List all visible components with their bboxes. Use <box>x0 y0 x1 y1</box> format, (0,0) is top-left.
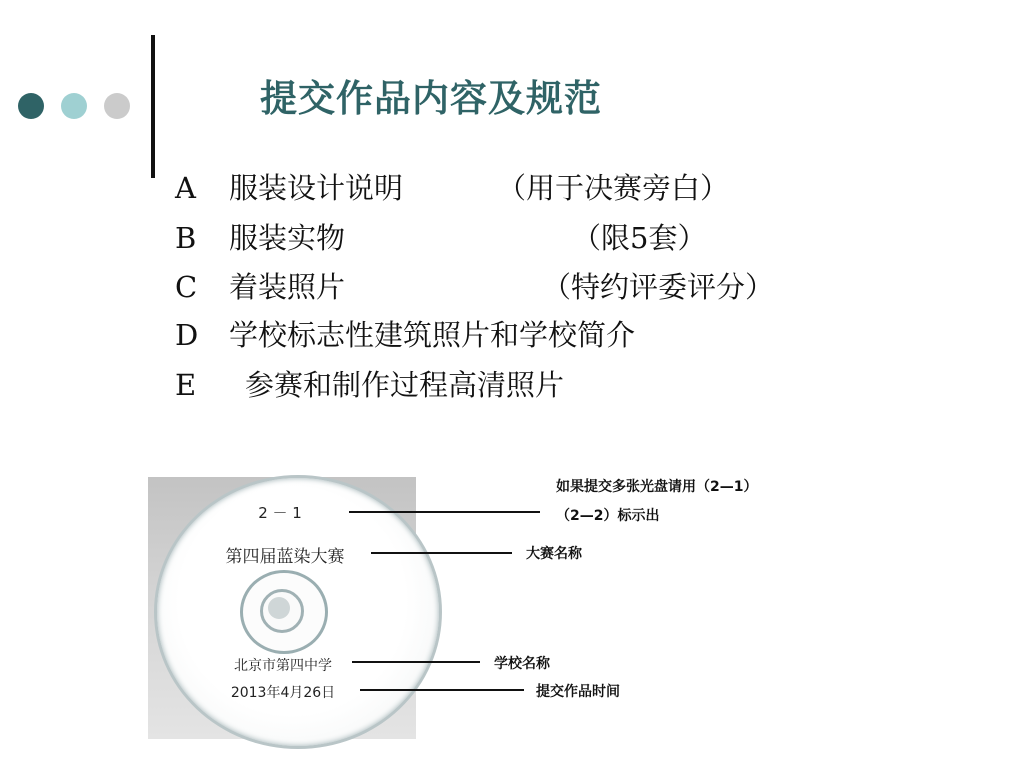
disc-school-label: 北京市第四中学 <box>234 658 332 674</box>
list-letter: C <box>175 270 198 304</box>
list-letter: E <box>175 368 197 402</box>
annotation-multi-disc-line1: 如果提交多张光盘请用（2—1） <box>556 479 758 495</box>
disc-contest-label: 第四届蓝染大赛 <box>225 547 345 567</box>
list-text: 参赛和制作过程高清照片 <box>245 368 565 402</box>
list-text: 服装设计说明 <box>229 171 404 205</box>
list-letter: A <box>175 171 196 205</box>
list-note: （特约评委评分） <box>542 270 775 304</box>
slide-title: 提交作品内容及规范 <box>260 77 602 120</box>
annotation-submit-time: 提交作品时间 <box>536 684 620 700</box>
list-text: 着装照片 <box>229 270 346 304</box>
list-note: （用于决赛旁白） <box>497 171 730 205</box>
annotation-school-name: 学校名称 <box>494 656 550 672</box>
list-note: （限5套） <box>572 221 707 255</box>
disc-date-label: 2013年4月26日 <box>230 685 336 701</box>
disc-number-label: 2 － 1 <box>258 504 302 522</box>
list-letter: D <box>175 318 199 352</box>
list-text: 服装实物 <box>229 221 346 255</box>
list-letter: B <box>175 221 197 255</box>
annotation-contest-name: 大赛名称 <box>526 546 582 562</box>
list-text: 学校标志性建筑照片和学校简介 <box>229 318 636 352</box>
annotation-multi-disc-line2: （2—2）标示出 <box>556 508 660 524</box>
